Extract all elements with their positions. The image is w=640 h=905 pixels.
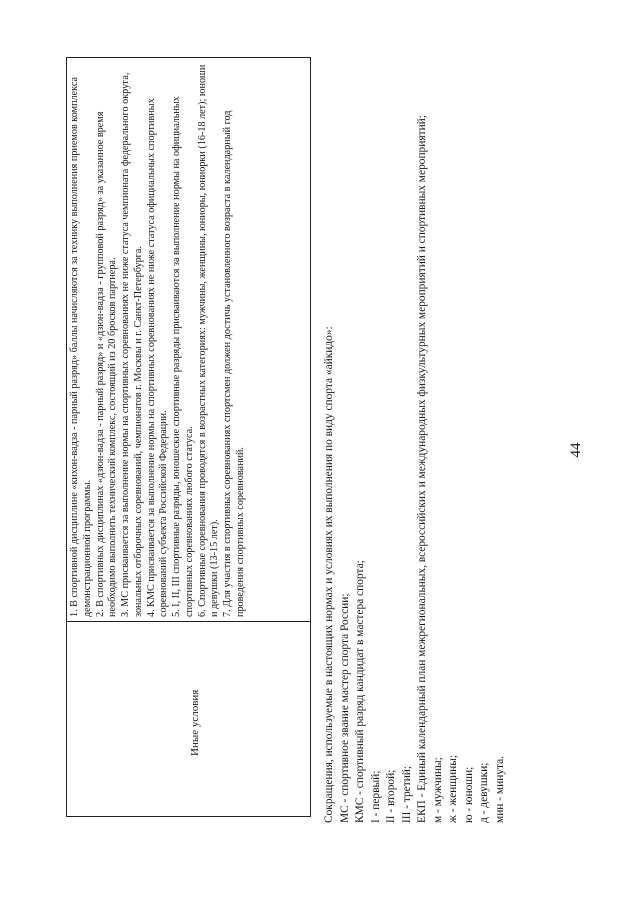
- abbreviation-item: МС - спортивное звание мастер спорта России;: [338, 593, 351, 823]
- condition-item: 4. КМС присваивается за выполнение нормы на спортивных соревнованиях не ниже статуса официальных спортивных соревнований субъекта Российской Федерации.: [145, 98, 169, 617]
- abbreviation-item: ю - юноши;: [462, 766, 475, 823]
- abbreviation-item: ж - женщины;: [447, 754, 459, 823]
- table-label-cell: [67, 621, 310, 816]
- abbreviation-item: ЕКП - Единый календарный план межрегиональных, всероссийских и международных физкультурных мероприятий и спортивных мероприятий;: [416, 115, 428, 823]
- table-label: Иные условия: [189, 689, 201, 756]
- abbreviations-section: [322, 33, 508, 823]
- condition-item: 1. В спортивной дисциплине «кихон-вадза - парный разряд» баллы начисляются за технику выполнения приемов комплекса демонстрационной программы.: [69, 76, 93, 617]
- table-content-cell: [67, 58, 310, 621]
- condition-item: 3. МС присваивается за выполнение нормы на спортивных соревнованиях не ниже статуса чемпионата федерального округа, зональных отборочных соревнований, чемпионатов г. Москвы и г. Санкт-Петербурга.: [120, 72, 144, 617]
- condition-item: 5. I, II, III спортивные разряды, юношеские спортивные разряды присваиваются за выполнение нормы на официальных спортивных соревнованиях любого статуса.: [171, 96, 195, 617]
- abbreviation-item: мин - минута.: [493, 755, 506, 823]
- page-number: 44: [568, 442, 584, 458]
- abbreviation-item: м - мужчины;: [431, 757, 444, 823]
- condition-item: 6. Спортивные соревнования проводятся в возрастных категориях: мужчины, женщины, юниоры, юниорки (16-18 лет); юноши и девушки (13-15 лет).: [196, 64, 220, 617]
- abbreviations-intro: Сокращения, используемые в настоящих нормах и условиях их выполнения по виду спорта «айкидо»:: [323, 326, 335, 823]
- condition-item: 2. В спортивных дисциплинах «дзюн-вадза - парный разряд» и «дзюн-вадза - групповой разряд» за указанное время необходимо выполнить технический комплекс, состоящий из 20 бросков партнера.: [94, 111, 118, 617]
- abbreviation-item: д - девушки;: [478, 762, 490, 823]
- abbreviation-item: I - первый;: [369, 770, 382, 823]
- abbreviation-item: III - третий;: [400, 765, 413, 823]
- abbreviation-item: II - второй;: [385, 769, 397, 823]
- abbreviation-item: КМС - спортивный разряд кандидат в мастера спорта;: [354, 560, 366, 823]
- condition-item: 7. Для участия в спортивных соревнованиях спортсмен должен достичь установленного возраста в календарный год проведения спортивных соревнований.: [222, 110, 246, 617]
- conditions-table: [66, 57, 311, 817]
